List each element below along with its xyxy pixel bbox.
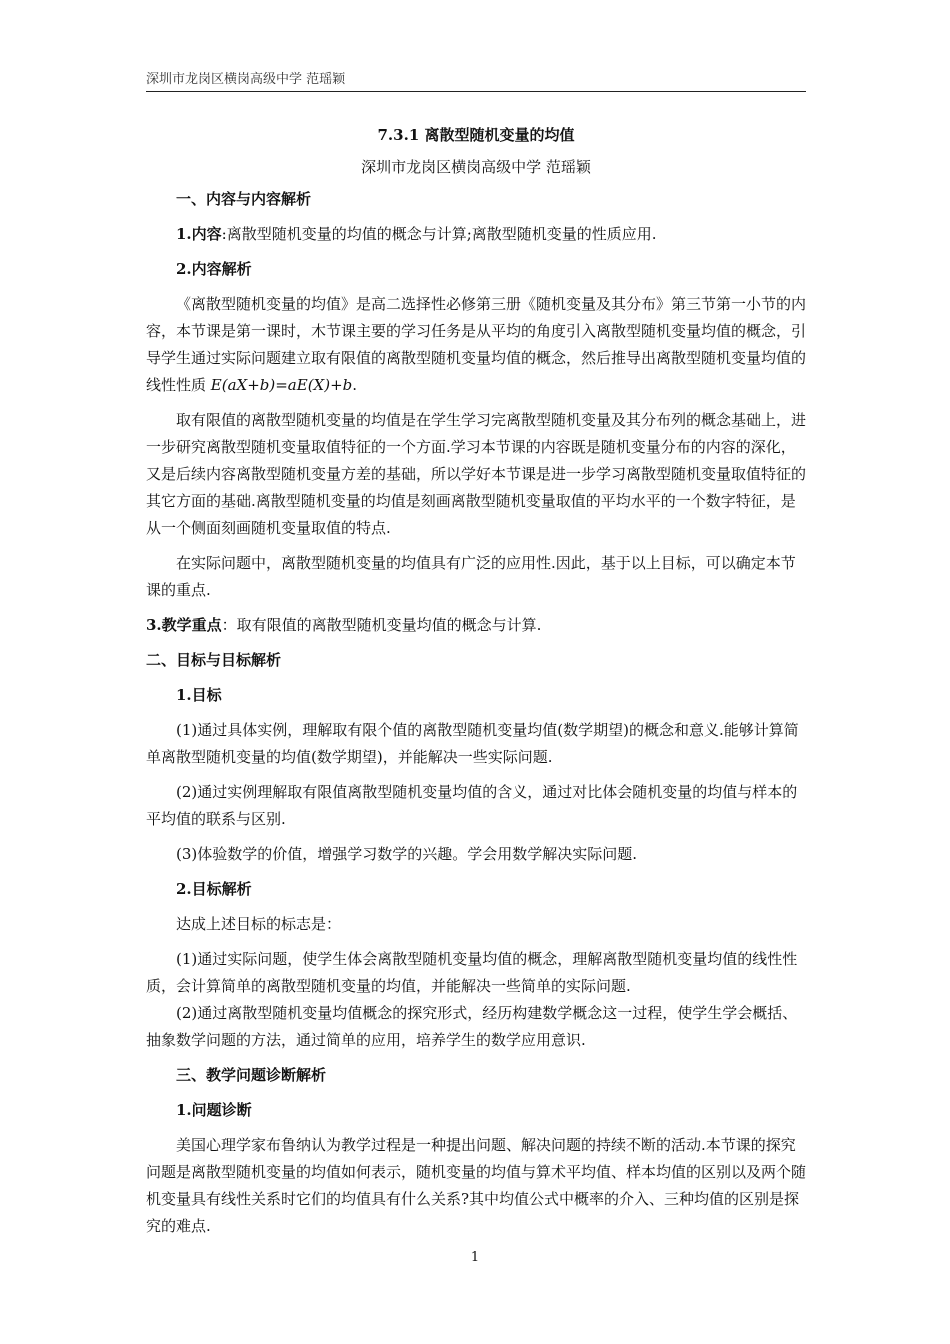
analysis-item: (2)通过离散型随机变量均值概念的探究形式，经历构建数学概念这一过程，使学生学会概括、抽象数学问题的方法，通过简单的应用，培养学生的数学应用意识. [146, 1004, 798, 1049]
item-text: :离散型随机变量的均值的概念与计算;离散型随机变量的性质应用. [221, 225, 657, 243]
item-label: 2.内容解析 [176, 260, 252, 278]
paragraph-text: 《离散型随机变量的均值》是高二选择性必修第三册《随机变量及其分布》第三节第一小节的内容，本节课是第一课时，木节课主要的学习任务是从平均的角度引入离散型随机变量均值的概念，引导学生通过实际问题建立取有限值的离散型随机变量均值的概念，然后推导出离散型随机变量均值的线性性质 [146, 295, 807, 394]
page-number: 1 [470, 1250, 480, 1265]
item-label: 1.问题诊断 [176, 1101, 252, 1119]
section-1-item-2 [146, 256, 806, 283]
section-2-heading: 二、目标与目标解析 [146, 651, 282, 669]
item-text: ：取有限值的离散型随机变量均值的概念与计算. [221, 616, 542, 634]
section-3-heading: 三、教学问题诊断解析 [176, 1066, 327, 1084]
item-label: 1.内容 [176, 225, 222, 243]
document-body [146, 124, 806, 1240]
analysis-item: (1)通过实际问题，使学生体会离散型随机变量均值的概念，理解离散型随机变量均值的线性性质，会计算简单的离散型随机变量的均值，并能解决一些简单的实际问题. [146, 950, 798, 995]
paragraph: 取有限值的离散型随机变量的均值是在学生学习完离散型随机变量及其分布列的概念基础上，进一步研究离散型随机变量取值特征的一个方面.学习本节课的内容既是随机变量分布的内容的深化，又是后续内容离散型随机变量方差的基础，所以学好本节课是进一步学习离散型随机变量取值特征的其它方面的基础.离散型随机变量的均值是刻画离散型随机变量取值的平均水平的一个数字特征，是从一个侧面刻画随机变量取值的特点. [146, 411, 807, 537]
section-2-item-1 [146, 682, 806, 709]
item-label: 3.教学重点 [146, 616, 222, 634]
section-3-item-1 [146, 1097, 806, 1124]
paragraph: 美国心理学家布鲁纳认为教学过程是一种提出问题、解决问题的持续不断的活动.本节课的探究问题是离散型随机变量的均值如何表示，随机变量的均值与算术平均值、样本均值的区别以及两个随机变量具有线性关系时它们的均值具有什么关系?其中均值公式中概率的介入、三种均值的区别是探究的难点. [146, 1136, 807, 1235]
goal-item: (3)体验数学的价值，增强学习数学的兴趣。学会用数学解决实际问题. [176, 845, 638, 863]
document-title: 7.3.1 离散型随机变量的均值 [377, 126, 575, 144]
item-label: 1.目标 [176, 686, 222, 704]
goal-item: (2)通过实例理解取有限值离散型随机变量均值的含义，通过对比体会随机变量的均值与样本的平均值的联系与区别. [146, 783, 798, 828]
page-header: 深圳市龙岗区横岗高级中学 范瑶颖 [146, 68, 806, 92]
paragraph-text: . [352, 376, 358, 394]
document-author: 深圳市龙岗区横岗高级中学 范瑶颖 [361, 158, 591, 176]
paragraph: 在实际问题中，离散型随机变量的均值具有广泛的应用性.因此，基于以上目标，可以确定本节课的重点. [146, 554, 796, 599]
section-2-item-2 [146, 876, 806, 903]
section-1-item-3 [146, 612, 806, 639]
section-1-heading: 一、内容与内容解析 [176, 190, 312, 208]
goal-item: (1)通过具体实例，理解取有限个值的离散型随机变量均值(数学期望)的概念和意义.能够计算简单离散型随机变量的均值(数学期望)，并能解决一些实际问题. [146, 721, 799, 766]
formula-linearity: E(aX+b)=aE(X)+b [210, 376, 353, 394]
item-label: 2.目标解析 [176, 880, 252, 898]
paragraph [146, 291, 806, 399]
paragraph: 达成上述目标的标志是： [176, 915, 342, 933]
section-1-item-1 [146, 221, 806, 248]
